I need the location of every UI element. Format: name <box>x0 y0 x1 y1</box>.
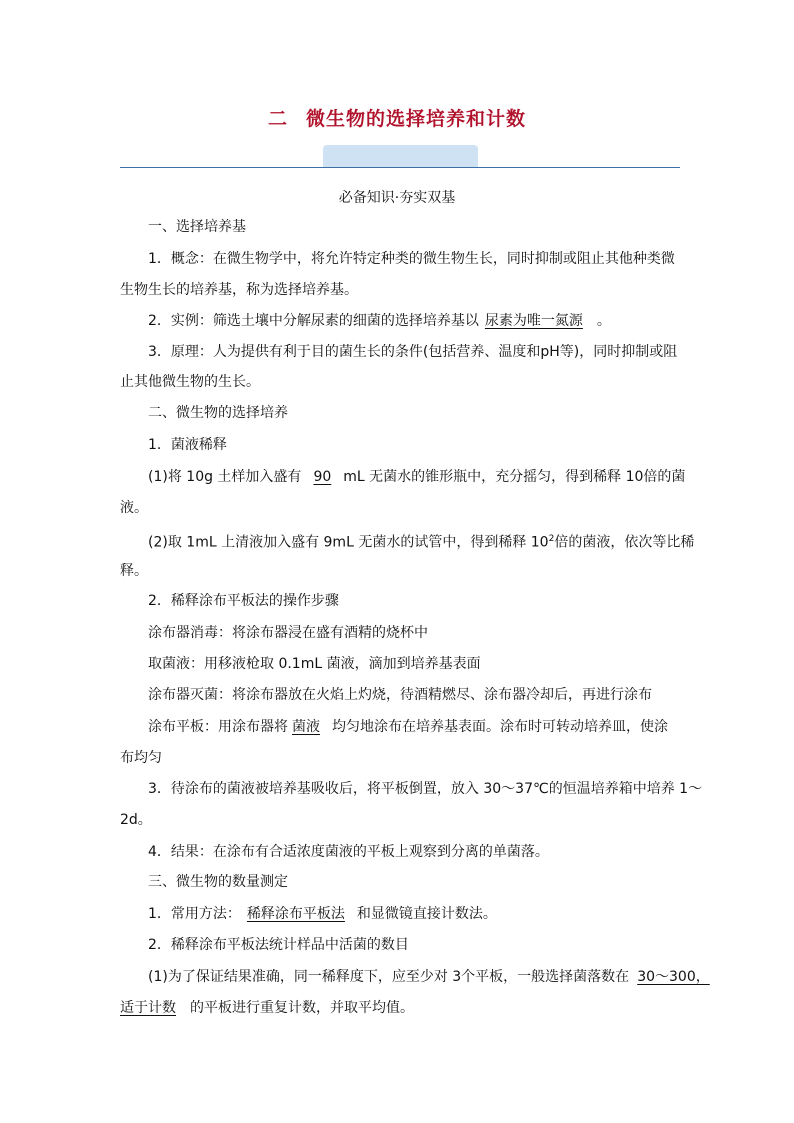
header-tab-decoration <box>323 145 478 167</box>
section-subheading: 必备知识·夯实双基 <box>338 190 456 206</box>
s2-p1-answer <box>301 469 343 485</box>
s2-sub2: 2．稀释涂布平板法的操作步骤 <box>148 593 339 609</box>
s2-sub1: 1．菌液稀释 <box>148 437 227 453</box>
s3-p1-rest: 和显微镜直接计数法。 <box>356 906 497 922</box>
s1-p2-text: 2．实例：筛选土壤中分解尿素的细菌的选择培养基以 <box>148 313 479 329</box>
s1-p3-line2: 止其他微生物的生长。 <box>120 374 260 390</box>
s2-p2-line2: 释。 <box>120 563 148 579</box>
s3-p3-text: (1)为了保证结果准确，同一稀释度下，应至少对 3个平板，一般选择菌落数在 <box>148 969 630 985</box>
s2-p1-text: (1)将 10g 土样加入盛有 <box>148 469 302 485</box>
s3-heading: 三、微生物的数量测定 <box>148 874 288 890</box>
title-text: 微生物的选择培养和计数 <box>306 108 527 130</box>
s2-step4-line2: 布均匀 <box>120 750 162 766</box>
s2-step4-rest: 均匀地涂布在培养基表面。涂布时可转动培养皿，使涂 <box>332 719 668 735</box>
s3-p1-text: 1．常用方法： <box>148 906 241 922</box>
s2-p1-line2: 液。 <box>120 500 148 516</box>
s2-step4-line1 <box>148 717 668 737</box>
s3-p1-answer-text: 稀释涂布平板法 <box>246 906 345 922</box>
s1-p1-line1: 1．概念：在微生物学中，将允许特定种类的微生物生长，同时抑制或阻止其他种类微 <box>148 251 675 267</box>
s3-p3-answer-text: 30～300， <box>637 969 710 985</box>
header-rule <box>120 167 680 168</box>
s1-p1-line2: 生物生长的培养基，称为选择培养基。 <box>120 282 358 298</box>
s1-p2-answer-text: 尿素为唯一氮源 <box>484 313 583 329</box>
s2-p1-rest: mL 无菌水的锥形瓶中，充分摇匀，得到稀释 10倍的菌 <box>343 469 686 485</box>
s3-p3-line1 <box>148 967 710 987</box>
s2-step2: 取菌液：用移液枪取 0.1mL 菌液，滴加到培养基表面 <box>148 656 481 672</box>
s3-p3-line2 <box>120 998 414 1018</box>
s2-p3-line2: 2d。 <box>120 812 152 828</box>
s1-p2 <box>148 311 611 331</box>
s2-p3-line1: 3．待涂布的菌液被培养基吸收后，将平板倒置，放入 30～37℃的恒温培养箱中培养 1～ <box>148 781 703 797</box>
s2-step4-answer <box>288 719 332 735</box>
s2-p1-line1 <box>148 467 685 487</box>
s3-p3-rest: 的平板进行重复计数，并取平均值。 <box>190 1000 414 1016</box>
s1-heading: 一、选择培养基 <box>148 219 246 235</box>
s2-p2-exponent: 2 <box>548 534 555 544</box>
s3-p1 <box>148 904 497 924</box>
s2-p2-text: (2)取 1mL 上清液加入盛有 9mL 无菌水的试管中，得到稀释 10 <box>148 534 549 551</box>
s3-p3-answer-cont <box>120 1000 190 1016</box>
s1-p2-answer <box>479 313 597 329</box>
s3-p1-answer <box>241 906 357 922</box>
s1-p3-line1: 3．原理：人为提供有利于目的菌生长的条件(包括营养、温度和pH等)，同时抑制或阻 <box>148 344 678 360</box>
s2-p1-answer-text: 90 <box>313 469 332 485</box>
s2-p4: 4．结果：在涂布有合适浓度菌液的平板上观察到分离的单菌落。 <box>148 844 549 860</box>
page-title <box>0 104 794 131</box>
s2-step4-text: 涂布平板：用涂布器将 <box>148 719 288 735</box>
s3-p3-answer-cont-text: 适于计数 <box>120 1000 176 1016</box>
s2-step3: 涂布器灭菌：将涂布器放在火焰上灼烧，待酒精燃尽、涂布器冷却后，再进行涂布 <box>148 687 652 703</box>
s2-heading: 二、微生物的选择培养 <box>148 405 288 421</box>
s3-p2: 2．稀释涂布平板法统计样品中活菌的数目 <box>148 937 409 953</box>
s2-step1: 涂布器消毒：将涂布器浸在盛有酒精的烧杯中 <box>148 625 428 641</box>
s2-step4-answer-text: 菌液 <box>292 719 320 735</box>
s1-p2-end: 。 <box>596 313 611 329</box>
s2-p2-rest: 倍的菌液，依次等比稀 <box>554 534 695 551</box>
s3-p3-answer <box>629 969 710 985</box>
title-number: 二 <box>267 108 288 130</box>
s2-p2-line1 <box>148 529 694 553</box>
